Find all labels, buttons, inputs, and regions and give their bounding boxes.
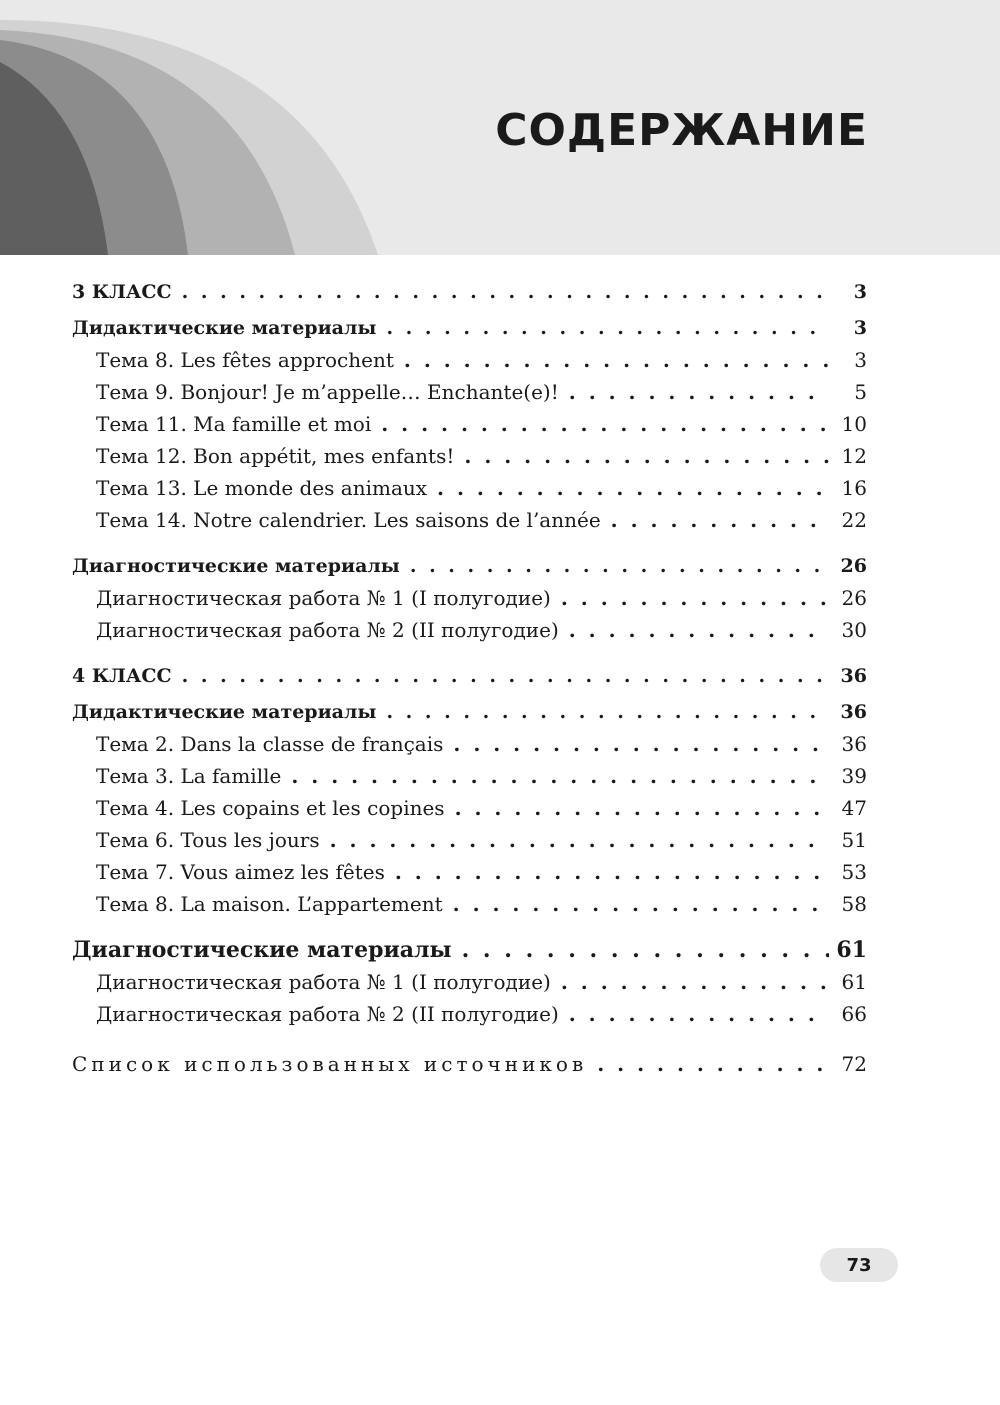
toc-entry[interactable] [72,934,867,966]
toc-entry-label: Дидактические материалы [72,701,377,723]
table-of-contents [72,270,867,1080]
toc-entry[interactable] [72,440,867,472]
header-band [0,0,1000,255]
toc-entry[interactable] [72,728,867,760]
toc-entry-label: Диагностическая работа № 2 (II полугодие) [96,618,559,642]
toc-entry-label: Тема 8. La maison. L’appartement [96,892,443,916]
toc-entry-label: Диагностическая работа № 2 (II полугодие) [96,1002,559,1026]
toc-entry[interactable] [72,376,867,408]
toc-entry-page: 36 [840,701,867,723]
toc-entry-page: 12 [841,444,867,468]
toc-entry-label: Тема 11. Ma famille et moi [96,412,372,436]
dot-leader [611,504,829,536]
dot-leader [386,312,829,344]
page-title: СОДЕРЖАНИЕ [495,105,868,156]
toc-entry[interactable] [72,550,867,582]
toc-entry-page: 30 [841,618,867,642]
dot-leader [381,408,829,440]
dot-leader [437,472,829,504]
dot-leader [455,792,829,824]
toc-entry-label: Тема 3. La famille [96,764,282,788]
toc-entry-label: Диагностическая работа № 1 (I полугодие) [96,970,551,994]
toc-entry[interactable] [72,1048,867,1080]
toc-entry-label: Тема 8. Les fêtes approchent [96,348,394,372]
toc-entry-page: 66 [841,1002,867,1026]
page-number-badge: 73 [820,1248,898,1282]
dot-leader [410,550,829,582]
toc-entry[interactable] [72,614,867,646]
toc-entry[interactable] [72,696,867,728]
toc-entry-label: Тема 14. Notre calendrier. Les saisons de l’année [96,508,601,532]
toc-entry[interactable] [72,660,867,692]
dot-leader [291,760,829,792]
toc-entry-page: 22 [841,508,867,532]
toc-entry[interactable] [72,344,867,376]
dot-leader [569,998,829,1030]
toc-entry-page: 58 [841,892,867,916]
toc-entry[interactable] [72,760,867,792]
toc-entry[interactable] [72,856,867,888]
dot-leader [182,276,829,308]
dot-leader [569,376,829,408]
toc-entry-label: Тема 12. Bon appétit, mes enfants! [96,444,455,468]
toc-entry-label: Тема 4. Les copains et les copines [96,796,445,820]
toc-entry-label: Тема 6. Tous les jours [96,828,320,852]
dot-leader [453,728,829,760]
toc-entry-label: 3 КЛАСС [72,281,172,303]
toc-entry-label: Список использованных источников [72,1052,588,1076]
dot-leader [462,934,829,966]
toc-entry-label: 4 КЛАСС [72,665,172,687]
toc-entry[interactable] [72,276,867,308]
toc-entry-page: 3 [853,281,867,303]
dot-leader [569,614,829,646]
toc-entry[interactable] [72,472,867,504]
dot-leader [404,344,829,376]
toc-entry[interactable] [72,792,867,824]
toc-entry-page: 61 [836,937,867,963]
toc-entry-label: Тема 9. Bonjour! Je m’appelle… Enchante(e)! [96,380,559,404]
toc-entry[interactable] [72,966,867,998]
toc-entry[interactable] [72,582,867,614]
dot-leader [561,582,829,614]
toc-entry-label: Дидактические материалы [72,317,377,339]
toc-entry-page: 53 [841,860,867,884]
dot-leader [386,696,829,728]
toc-entry-label: Тема 2. Dans la classe de français [96,732,444,756]
toc-entry-label: Тема 7. Vous aimez les fêtes [96,860,385,884]
dot-leader [395,856,829,888]
toc-entry-label: Диагностические материалы [72,937,452,963]
toc-entry-label: Диагностическая работа № 1 (I полугодие) [96,586,551,610]
toc-entry-page: 61 [841,970,867,994]
toc-entry-page: 72 [841,1052,867,1076]
toc-entry[interactable] [72,312,867,344]
dot-leader [464,440,829,472]
toc-entry[interactable] [72,824,867,856]
toc-entry-page: 47 [841,796,867,820]
toc-entry[interactable] [72,998,867,1030]
toc-entry[interactable] [72,408,867,440]
toc-entry-label: Тема 13. Le monde des animaux [96,476,428,500]
toc-entry-label: Диагностические материалы [72,555,400,577]
dot-leader [597,1048,829,1080]
dot-leader [561,966,829,998]
dot-leader [182,660,829,692]
toc-entry-page: 39 [841,764,867,788]
toc-entry-page: 5 [854,380,867,404]
toc-entry-page: 36 [841,732,867,756]
toc-entry-page: 3 [854,348,867,372]
dot-leader [330,824,829,856]
toc-entry-page: 51 [841,828,867,852]
toc-entry-page: 3 [853,317,867,339]
dot-leader [453,888,829,920]
toc-entry-page: 26 [841,586,867,610]
toc-entry[interactable] [72,888,867,920]
toc-entry-page: 26 [840,555,867,577]
toc-entry-page: 10 [841,412,867,436]
toc-entry[interactable] [72,504,867,536]
toc-entry-page: 16 [841,476,867,500]
toc-entry-page: 36 [840,665,867,687]
